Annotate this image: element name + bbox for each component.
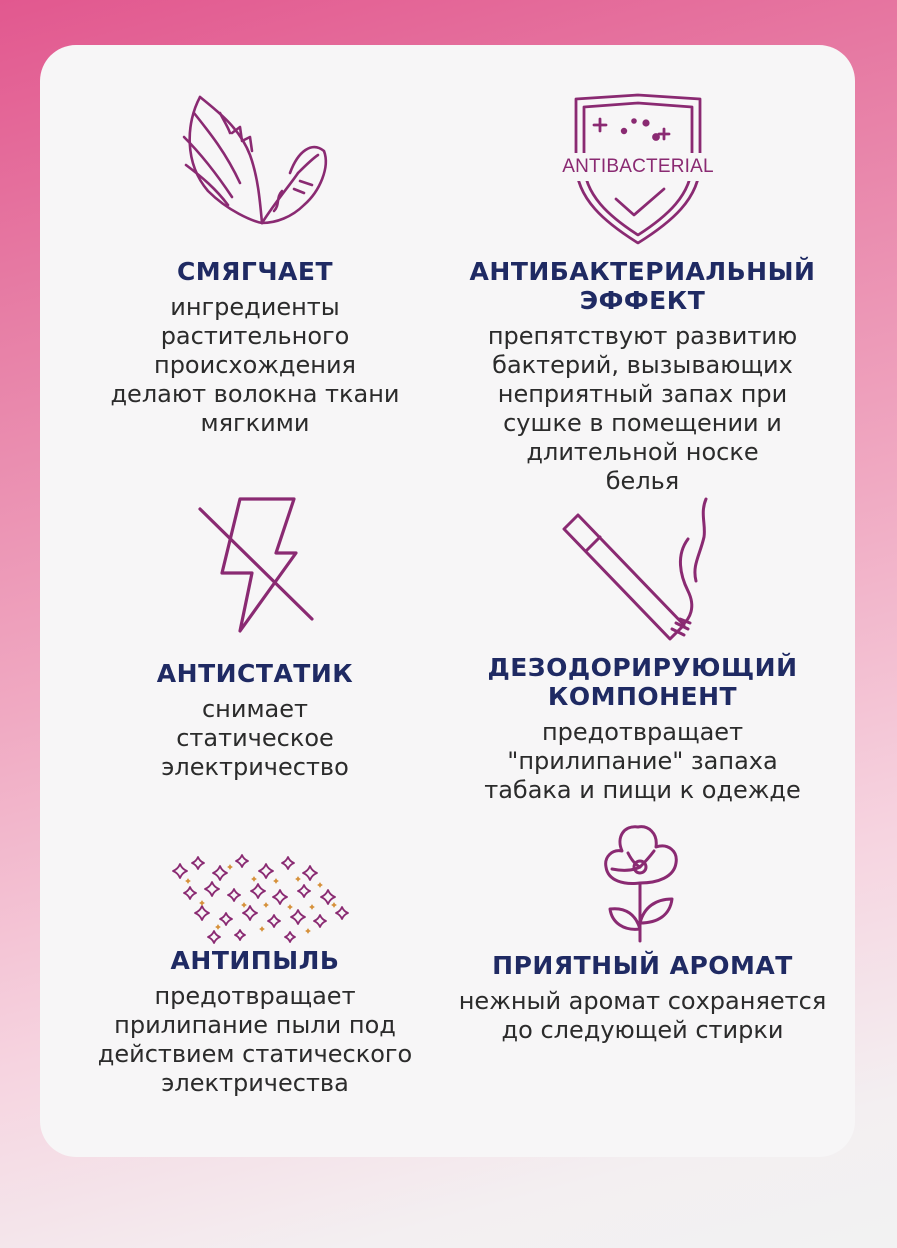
sparkle-icon [236,855,248,867]
sparkle-icon [192,857,204,869]
feature-title: АНТИПЫЛЬ [170,946,340,975]
feature-description: предотвращает "прилипание" запаха табака и пищи к одежде [484,718,801,804]
feature-description: нежный аромат сохраняется до следующей стирки [458,987,827,1044]
sparkle-icon [205,882,219,896]
feature-scent [445,951,840,1045]
sparkle-icon [273,878,279,884]
feature-title: АНТИБАКТЕРИАЛЬНЫЙ ЭФФЕКТ [469,257,816,315]
sparkle-icon [220,913,232,925]
feature-title: ДЕЗОДОРИРУЮЩИЙ КОМПОНЕНТ [487,653,798,711]
sparkle-icon [227,864,233,870]
sparkle-icon [263,902,269,908]
sparkle-icon [268,915,280,927]
sparkle-icon [199,900,205,906]
sparkle-icon [303,866,317,880]
sparkle-icon [208,931,220,943]
sparkle-icon [241,902,247,908]
no-static-lightning-icon [196,495,320,635]
sparkle-icon [228,889,240,901]
features-card [40,45,855,1157]
antibacterial-label: ANTIBACTERIAL [560,153,716,181]
feature-title: ПРИЯТНЫЙ АРОМАТ [492,951,793,980]
sparkle-icon [282,857,294,869]
sparkle-icon [309,904,315,910]
sparkle-icon [336,907,348,919]
feature-description: ингредиенты растительного происхождения делают волокна ткани мягкими [110,293,400,437]
sparkle-icon [285,932,295,942]
sparkle-icon [213,866,227,880]
feature-description: препятствуют развитию бактерий, вызывающих неприятный запах при сушке в помещении и длительной носке белья [487,322,798,495]
sparkle-icon [251,884,265,898]
feature-deodorizing [445,653,840,805]
sparkle-icon [298,885,310,897]
sparkle-icon [259,864,273,878]
feature-antibacterial [445,257,840,496]
sparkle-icon [317,882,323,888]
feature-description: предотвращает прилипание пыли под действием статического электричества [97,982,413,1097]
sparkle-icon [273,890,287,904]
feature-antistatic [60,659,450,782]
sparkle-icon [185,878,191,884]
sparkle-icon [173,864,187,878]
antibacterial-shield-icon [560,91,716,249]
sparkle-icon [287,904,293,910]
feature-softening [60,257,450,438]
sparkle-icon [184,887,196,899]
sparkle-icon [295,876,301,882]
sparkle-icon [321,890,335,904]
feature-title: СМЯГЧАЕТ [176,257,334,286]
feather-icon [180,93,330,233]
flower-icon [598,823,682,943]
sparkle-icon [314,915,326,927]
sparkle-icon [243,906,257,920]
sparkle-icon [259,926,265,932]
sparkle-icon [235,930,245,940]
feature-title: АНТИСТАТИК [156,659,354,688]
feature-antidust [60,946,450,1098]
feature-description: снимает статическое электричество [161,695,349,781]
sparkle-icon [195,906,209,920]
sparkle-icon [331,902,337,908]
sparkle-icon [291,910,305,924]
sparkle-icon [215,924,221,930]
cigarette-smoke-icon [556,495,716,647]
sparkle-icon [251,876,257,882]
sparkles-dust-icon [168,851,352,947]
sparkle-icon [305,928,311,934]
